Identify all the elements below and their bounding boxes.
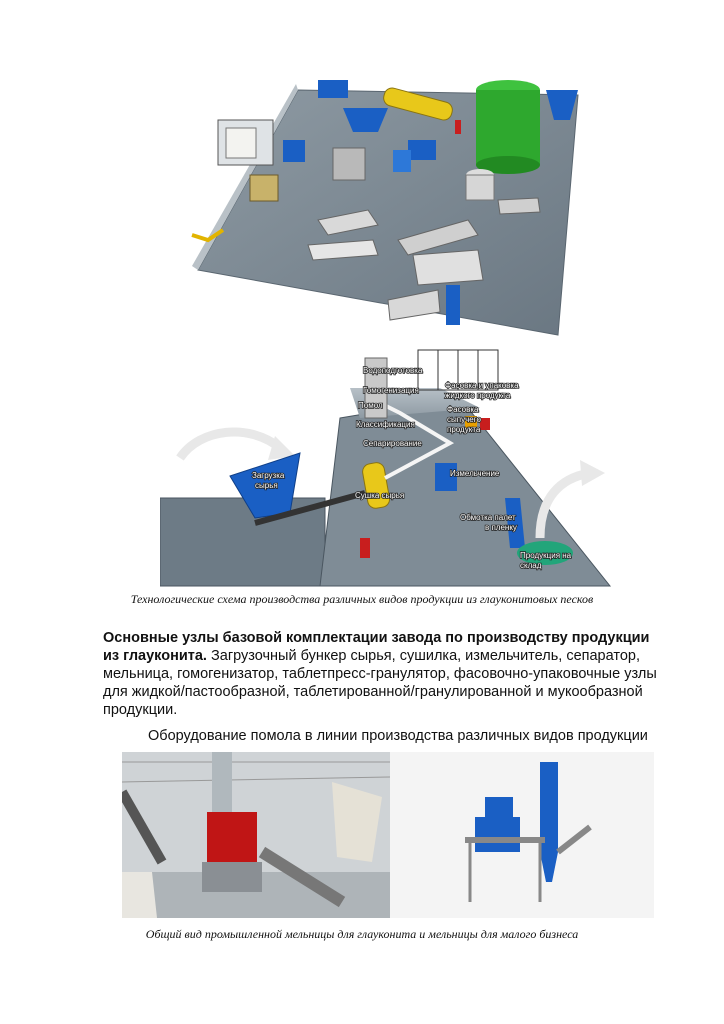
green-tank (476, 80, 540, 174)
label-product-2: склад (520, 561, 542, 570)
label-classification: Классификация (356, 420, 415, 429)
label-wrap-1: Обмотка палет (460, 513, 516, 522)
main-paragraph-text: Загрузочный бункер сырья, сушилка, измельчитель, сепаратор, мельница, гомогенизатор, таблетпресс-гранулятор, фасовочно-упаковочные узлы для жидкой/пастообразной, таблетированной/гранулированной и мукообразной продукции. (103, 648, 657, 718)
label-separation: Сепарирование (363, 439, 422, 448)
label-liquid-pack-2: жидкого продукта (445, 391, 511, 400)
figure-caption-2: Общий вид промышленной мельницы для глауконита и мельницы для малого бизнеса (145, 927, 579, 941)
machine-top (318, 80, 348, 98)
label-homogenization: Гомогенизация (363, 386, 419, 395)
label-load-2: сырья (255, 481, 278, 490)
label-bulk-pack-2: сыпучего (447, 415, 481, 424)
small-mill-photo (390, 752, 654, 918)
plant-layout-3d-figure (178, 50, 588, 340)
main-paragraph-bold: Основные узлы базовой комплектации завода по производству продукции из глауконита. (103, 630, 650, 664)
main-paragraph (103, 629, 663, 719)
label-drying: Сушка сырья (355, 491, 405, 500)
industrial-mill-photo (122, 752, 390, 918)
label-grinding: Измельчение (450, 469, 500, 478)
label-product-1: Продукция на (520, 551, 572, 560)
figure-caption-1: Технологические схема производства различных видов продукции из глауконитовых песков (130, 592, 594, 606)
process-diagram-figure (160, 348, 630, 590)
small-mill-hopper (485, 797, 513, 819)
milling-subheading: Оборудование помола в линии производства различных видов продукции (148, 728, 648, 744)
label-water: Водоподготовка (363, 366, 423, 375)
label-bulk-pack-3: продукта (447, 425, 481, 434)
arrow-in (180, 432, 280, 458)
label-wrap-2: в пленку (485, 523, 517, 532)
label-liquid-pack-1: Фасовка и упаковка (445, 381, 519, 390)
label-load-1: Загрузка (252, 471, 285, 480)
label-bulk-pack-1: Фасовка (447, 405, 479, 414)
label-milling: Помол (358, 401, 383, 410)
pallet (250, 175, 278, 201)
